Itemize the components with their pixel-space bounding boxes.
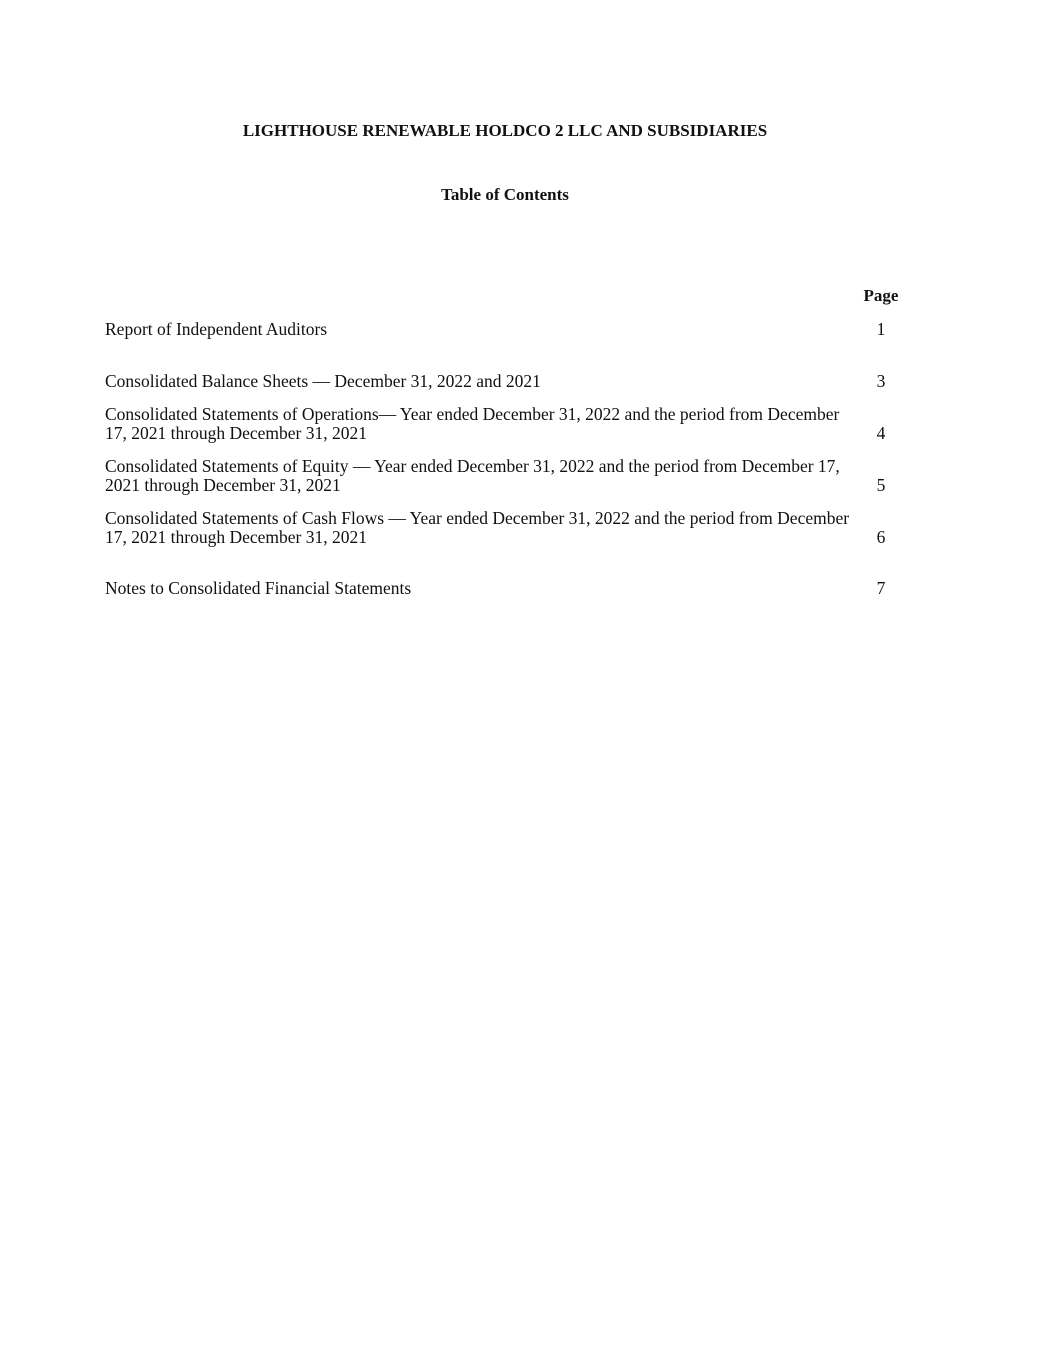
toc-entry-text: Consolidated Statements of Equity — Year ended December 31, 2022 and the period from December 17, 2021 through December 31, 2021 — [105, 456, 840, 495]
toc-entry-balance-sheets — [105, 372, 912, 391]
toc-entry-page-number: 3 — [876, 371, 886, 391]
toc-entry-statements-of-operations — [105, 405, 912, 443]
page-column-header: Page — [863, 286, 899, 305]
toc-title: Table of Contents — [441, 185, 569, 204]
toc-entry-text: Report of Independent Auditors — [105, 319, 328, 339]
toc-entry-page-number: 5 — [876, 475, 886, 495]
toc-entry-page-number: 4 — [876, 423, 886, 443]
toc-entry-page-number: 6 — [876, 527, 886, 547]
toc-entry-report-of-independent-auditors — [105, 320, 912, 339]
toc-entry-text: Consolidated Statements of Operations— Year ended December 31, 2022 and the period from December 17, 2021 through December 31, 2021 — [105, 404, 840, 443]
toc-entry-page-number: 1 — [876, 319, 886, 339]
toc-entry-page-number: 7 — [876, 578, 886, 598]
company-title: LIGHTHOUSE RENEWABLE HOLDCO 2 LLC AND SUBSIDIARIES — [242, 121, 768, 140]
toc-entry-notes — [105, 579, 912, 598]
toc-entry-text: Consolidated Statements of Cash Flows — Year ended December 31, 2022 and the period from December 17, 2021 through December 31, 2021 — [105, 508, 850, 547]
toc-entry-statements-of-equity — [105, 457, 912, 495]
toc-entry-text: Consolidated Balance Sheets — December 31, 2022 and 2021 — [105, 371, 541, 391]
toc-entry-text: Notes to Consolidated Financial Statements — [105, 578, 412, 598]
toc-entry-statements-of-cash-flows — [105, 509, 912, 547]
